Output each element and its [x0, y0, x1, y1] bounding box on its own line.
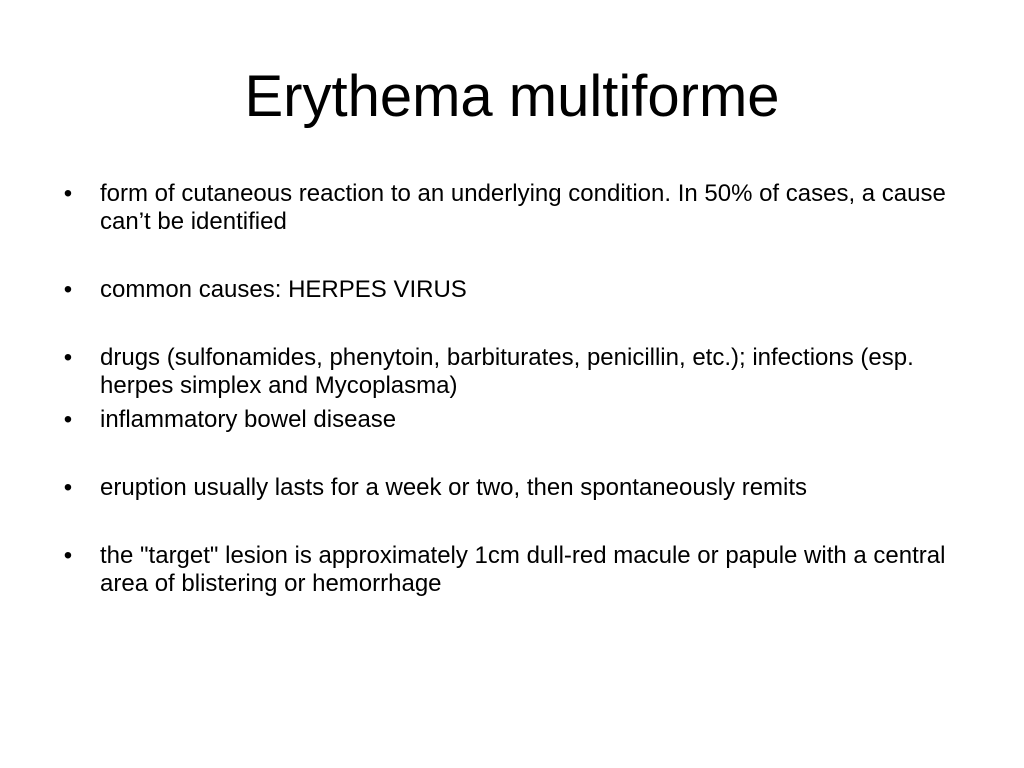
bullet-dot-icon: • — [63, 406, 73, 433]
bullet-text: the "target" lesion is approximately 1cm dull-red macule or papule with a central area of blistering or hemorrhage — [100, 542, 946, 597]
bullet-item — [56, 180, 956, 236]
bullet-dot-icon: • — [63, 542, 73, 569]
bullet-item — [56, 276, 956, 304]
bullet-text: form of cutaneous reaction to an underlying condition. In 50% of cases, a cause can’t be identified — [100, 180, 946, 235]
bullet-item — [56, 406, 956, 434]
bullet-item — [56, 474, 956, 502]
bullet-text: common causes: HERPES VIRUS — [100, 276, 467, 303]
bullet-dot-icon: • — [63, 180, 73, 207]
bullet-dot-icon: • — [63, 474, 73, 501]
bullet-dot-icon: • — [63, 276, 73, 303]
bullet-text: eruption usually lasts for a week or two, then spontaneously remits — [100, 474, 808, 501]
bullet-item — [56, 542, 956, 598]
slide-title: Erythema multiforme — [244, 64, 780, 129]
bullet-text: drugs (sulfonamides, phenytoin, barbiturates, penicillin, etc.); infections (esp. herpes simplex and Mycoplasma) — [100, 344, 914, 399]
bullet-text: inflammatory bowel disease — [100, 406, 397, 433]
bullet-dot-icon: • — [63, 344, 73, 371]
bullet-list — [56, 180, 956, 598]
bullet-item — [56, 344, 956, 400]
